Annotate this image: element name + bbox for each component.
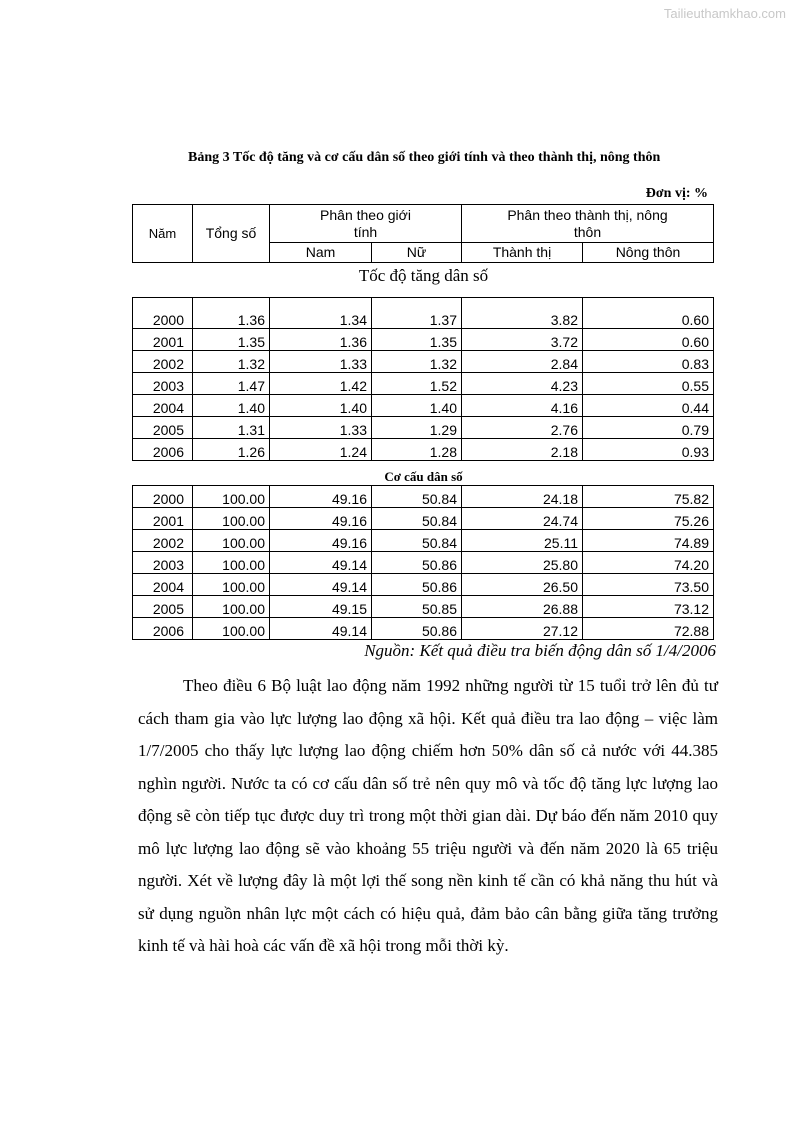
value-cell: 73.12 [583,596,714,618]
value-cell: 1.40 [372,395,462,417]
section-growth-title: Tốc độ tăng dân số [358,266,489,285]
value-cell: 100.00 [193,486,270,508]
value-cell: 74.89 [583,530,714,552]
value-cell: 26.50 [462,574,583,596]
value-cell: 26.88 [462,596,583,618]
value-cell: 1.28 [372,439,462,461]
table-row [133,618,714,640]
value-cell: 25.80 [462,552,583,574]
value-cell: 1.33 [270,351,372,373]
year-cell: 2000 [133,298,193,329]
value-cell: 50.84 [372,486,462,508]
watermark: Tailieuthamkhao.com [663,6,786,21]
value-cell: 100.00 [193,618,270,640]
year-cell: 2004 [133,574,193,596]
source-note: Nguồn: Kết quả điều tra biến động dân số 1/4/2006 [364,641,716,660]
value-cell: 49.14 [270,574,372,596]
table-row [133,552,714,574]
year-cell: 2000 [133,486,193,508]
value-cell: 2.84 [462,351,583,373]
value-cell: 1.31 [193,417,270,439]
value-cell: 100.00 [193,508,270,530]
value-cell: 75.26 [583,508,714,530]
value-cell: 1.37 [372,298,462,329]
value-cell: 2.76 [462,417,583,439]
value-cell: 0.60 [583,298,714,329]
table-row [133,596,714,618]
table-row [133,574,714,596]
table-row [133,486,714,508]
value-cell: 1.52 [372,373,462,395]
value-cell: 49.16 [270,530,372,552]
unit-label: Đơn vị: % [645,186,708,201]
value-cell: 0.83 [583,351,714,373]
value-cell: 100.00 [193,574,270,596]
value-cell: 73.50 [583,574,714,596]
value-cell: 25.11 [462,530,583,552]
year-cell: 2006 [133,618,193,640]
value-cell: 50.86 [372,618,462,640]
value-cell: 49.14 [270,618,372,640]
value-cell: 49.15 [270,596,372,618]
value-cell: 1.29 [372,417,462,439]
value-cell: 3.82 [462,298,583,329]
table-row [133,373,714,395]
header-male: Nam [270,243,372,263]
value-cell: 1.47 [193,373,270,395]
table-row [133,395,714,417]
value-cell: 50.84 [372,508,462,530]
value-cell: 27.12 [462,618,583,640]
structure-table [132,485,714,640]
value-cell: 49.14 [270,552,372,574]
value-cell: 72.88 [583,618,714,640]
year-cell: 2005 [133,417,193,439]
value-cell: 100.00 [193,596,270,618]
value-cell: 0.93 [583,439,714,461]
value-cell: 4.23 [462,373,583,395]
table-row [133,439,714,461]
value-cell: 4.16 [462,395,583,417]
value-cell: 0.79 [583,417,714,439]
header-by-gender: Phân theo giới tính [270,205,462,243]
value-cell: 0.44 [583,395,714,417]
header-year: Năm [133,205,193,263]
growth-table [132,297,714,461]
year-cell: 2003 [133,373,193,395]
year-cell: 2003 [133,552,193,574]
value-cell: 1.33 [270,417,372,439]
value-cell: 50.86 [372,552,462,574]
value-cell: 24.74 [462,508,583,530]
year-cell: 2004 [133,395,193,417]
value-cell: 1.36 [270,329,372,351]
table-row [133,351,714,373]
value-cell: 75.82 [583,486,714,508]
value-cell: 100.00 [193,552,270,574]
value-cell: 24.18 [462,486,583,508]
value-cell: 50.85 [372,596,462,618]
value-cell: 2.18 [462,439,583,461]
value-cell: 1.42 [270,373,372,395]
header-rural: Nông thôn [583,243,714,263]
value-cell: 49.16 [270,508,372,530]
body-paragraph: Theo điều 6 Bộ luật lao động năm 1992 những người từ 15 tuổi trở lên đủ tư cách tham gia vào lực lượng lao động xã hội. Kết quả điều tra lao động – việc làm 1/7/2005 cho thấy lực lượng lao động chiếm hơn 50% dân số cả nước với 44.385 nghìn người. Nước ta có cơ cấu dân số trẻ nên quy mô và tốc độ tăng lực lượng lao động sẽ còn tiếp tục được duy trì trong một thời gian dài. Dự báo đến năm 2010 quy mô lực lượng lao động sẽ vào khoảng 55 triệu người và đến năm 2020 là 65 triệu người. Xét về lượng đây là một lợi thế song nền kinh tế cần có khả năng thu hút và sử dụng nguồn nhân lực một cách có hiệu quả, đảm bảo cân bằng giữa tăng trưởng kinh tế và hài hoà các vấn đề xã hội trong mỗi thời kỳ. [138,676,718,955]
value-cell: 1.32 [372,351,462,373]
value-cell: 3.72 [462,329,583,351]
table-row [133,298,714,329]
value-cell: 1.24 [270,439,372,461]
value-cell: 1.26 [193,439,270,461]
value-cell: 1.35 [372,329,462,351]
year-cell: 2002 [133,351,193,373]
value-cell: 1.36 [193,298,270,329]
year-cell: 2002 [133,530,193,552]
value-cell: 0.55 [583,373,714,395]
year-cell: 2006 [133,439,193,461]
value-cell: 0.60 [583,329,714,351]
table-row [133,508,714,530]
value-cell: 1.32 [193,351,270,373]
value-cell: 50.86 [372,574,462,596]
header-by-area: Phân theo thành thị, nông thôn [462,205,714,243]
value-cell: 50.84 [372,530,462,552]
header-total: Tổng số [193,205,270,263]
section-structure-title: Cơ cấu dân số [384,469,463,484]
table-header [132,204,714,263]
value-cell: 1.40 [270,395,372,417]
table-row [133,329,714,351]
value-cell: 1.35 [193,329,270,351]
year-cell: 2001 [133,508,193,530]
value-cell: 74.20 [583,552,714,574]
table-title: Bảng 3 Tốc độ tăng và cơ cấu dân số theo giới tính và theo thành thị, nông thôn [188,150,661,165]
table-row [133,417,714,439]
value-cell: 1.40 [193,395,270,417]
header-female: Nữ [372,243,462,263]
value-cell: 1.34 [270,298,372,329]
year-cell: 2005 [133,596,193,618]
year-cell: 2001 [133,329,193,351]
value-cell: 49.16 [270,486,372,508]
value-cell: 100.00 [193,530,270,552]
table-row [133,530,714,552]
header-urban: Thành thị [462,243,583,263]
